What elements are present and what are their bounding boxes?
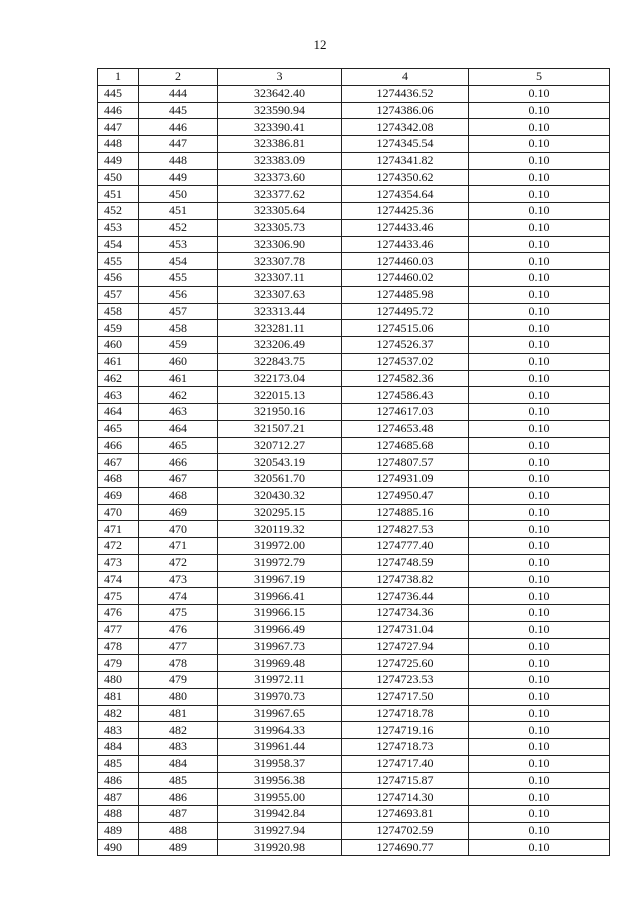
table-cell-col-5: 0.10 xyxy=(469,136,610,153)
table-row xyxy=(98,387,610,404)
table-cell-col-2: 472 xyxy=(139,554,218,571)
table-row xyxy=(98,554,610,571)
table-cell-col-3: 319970.73 xyxy=(218,688,342,705)
table-row xyxy=(98,705,610,722)
table-cell-col-4: 1274617.03 xyxy=(342,404,469,421)
table-cell-col-3: 319967.19 xyxy=(218,571,342,588)
table-row xyxy=(98,839,610,856)
coordinates-table xyxy=(97,68,610,856)
table-cell-col-3: 323313.44 xyxy=(218,303,342,320)
table-row xyxy=(98,806,610,823)
table-cell-col-3: 319972.00 xyxy=(218,538,342,555)
table-cell-col-1: 460 xyxy=(98,337,139,354)
table-cell-col-3: 323206.49 xyxy=(218,337,342,354)
table-cell-col-3: 319969.48 xyxy=(218,655,342,672)
table-cell-col-4: 1274725.60 xyxy=(342,655,469,672)
table-cell-col-1: 457 xyxy=(98,286,139,303)
table-row xyxy=(98,219,610,236)
table-cell-col-1: 469 xyxy=(98,487,139,504)
table-cell-col-3: 323281.11 xyxy=(218,320,342,337)
table-cell-col-2: 449 xyxy=(139,169,218,186)
table-cell-col-4: 1274931.09 xyxy=(342,471,469,488)
table-cell-col-1: 479 xyxy=(98,655,139,672)
table-row xyxy=(98,605,610,622)
table-cell-col-3: 319927.94 xyxy=(218,822,342,839)
table-cell-col-1: 471 xyxy=(98,521,139,538)
table-row xyxy=(98,588,610,605)
table-cell-col-1: 488 xyxy=(98,806,139,823)
table-cell-col-5: 0.10 xyxy=(469,822,610,839)
table-cell-col-1: 476 xyxy=(98,605,139,622)
table-cell-col-4: 1274350.62 xyxy=(342,169,469,186)
table-cell-col-5: 0.10 xyxy=(469,303,610,320)
table-cell-col-3: 323383.09 xyxy=(218,152,342,169)
table-cell-col-3: 323305.64 xyxy=(218,203,342,220)
table-cell-col-5: 0.10 xyxy=(469,839,610,856)
column-header-5: 5 xyxy=(469,69,610,86)
table-cell-col-4: 1274718.73 xyxy=(342,739,469,756)
table-cell-col-2: 475 xyxy=(139,605,218,622)
table-cell-col-1: 468 xyxy=(98,471,139,488)
table-cell-col-5: 0.10 xyxy=(469,337,610,354)
table-cell-col-5: 0.10 xyxy=(469,672,610,689)
table-row xyxy=(98,755,610,772)
table-row xyxy=(98,789,610,806)
table-cell-col-4: 1274586.43 xyxy=(342,387,469,404)
table-cell-col-2: 455 xyxy=(139,270,218,287)
table-cell-col-4: 1274425.36 xyxy=(342,203,469,220)
table-cell-col-4: 1274777.40 xyxy=(342,538,469,555)
table-cell-col-3: 319966.15 xyxy=(218,605,342,622)
table-cell-col-2: 456 xyxy=(139,286,218,303)
table-cell-col-2: 460 xyxy=(139,353,218,370)
table-cell-col-1: 470 xyxy=(98,504,139,521)
table-cell-col-3: 320295.15 xyxy=(218,504,342,521)
table-cell-col-2: 479 xyxy=(139,672,218,689)
table-cell-col-2: 486 xyxy=(139,789,218,806)
table-cell-col-2: 452 xyxy=(139,219,218,236)
table-cell-col-5: 0.10 xyxy=(469,605,610,622)
table-cell-col-3: 321507.21 xyxy=(218,420,342,437)
table-cell-col-5: 0.10 xyxy=(469,370,610,387)
table-cell-col-1: 478 xyxy=(98,638,139,655)
table-cell-col-4: 1274582.36 xyxy=(342,370,469,387)
table-cell-col-1: 465 xyxy=(98,420,139,437)
table-cell-col-4: 1274515.06 xyxy=(342,320,469,337)
table-cell-col-2: 474 xyxy=(139,588,218,605)
table-cell-col-4: 1274433.46 xyxy=(342,219,469,236)
column-header-3: 3 xyxy=(218,69,342,86)
table-cell-col-5: 0.10 xyxy=(469,571,610,588)
table-cell-col-2: 482 xyxy=(139,722,218,739)
table-cell-col-2: 489 xyxy=(139,839,218,856)
table-cell-col-2: 462 xyxy=(139,387,218,404)
column-header-2: 2 xyxy=(139,69,218,86)
table-cell-col-5: 0.10 xyxy=(469,270,610,287)
table-cell-col-2: 488 xyxy=(139,822,218,839)
table-cell-col-3: 321950.16 xyxy=(218,404,342,421)
table-row xyxy=(98,571,610,588)
table-cell-col-2: 487 xyxy=(139,806,218,823)
table-cell-col-4: 1274685.68 xyxy=(342,437,469,454)
table-cell-col-4: 1274827.53 xyxy=(342,521,469,538)
table-cell-col-5: 0.10 xyxy=(469,538,610,555)
table-cell-col-4: 1274690.77 xyxy=(342,839,469,856)
table-cell-col-5: 0.10 xyxy=(469,320,610,337)
table-cell-col-2: 446 xyxy=(139,119,218,136)
table-cell-col-5: 0.10 xyxy=(469,806,610,823)
table-row xyxy=(98,152,610,169)
table-cell-col-5: 0.10 xyxy=(469,286,610,303)
table-cell-col-2: 461 xyxy=(139,370,218,387)
table-row xyxy=(98,270,610,287)
table-row xyxy=(98,404,610,421)
table-cell-col-3: 322173.04 xyxy=(218,370,342,387)
table-cell-col-2: 457 xyxy=(139,303,218,320)
table-cell-col-3: 319955.00 xyxy=(218,789,342,806)
table-cell-col-1: 484 xyxy=(98,739,139,756)
table-cell-col-2: 448 xyxy=(139,152,218,169)
table-cell-col-2: 450 xyxy=(139,186,218,203)
table-cell-col-3: 323305.73 xyxy=(218,219,342,236)
table-row xyxy=(98,672,610,689)
table-cell-col-3: 323307.11 xyxy=(218,270,342,287)
table-cell-col-5: 0.10 xyxy=(469,236,610,253)
table-cell-col-4: 1274738.82 xyxy=(342,571,469,588)
table-cell-col-5: 0.10 xyxy=(469,521,610,538)
table-row xyxy=(98,85,610,102)
table-cell-col-3: 319972.79 xyxy=(218,554,342,571)
table-cell-col-1: 475 xyxy=(98,588,139,605)
table-cell-col-2: 459 xyxy=(139,337,218,354)
table-header-row xyxy=(98,69,610,86)
table-cell-col-5: 0.10 xyxy=(469,638,610,655)
table-cell-col-1: 489 xyxy=(98,822,139,839)
table-row xyxy=(98,437,610,454)
table-cell-col-1: 452 xyxy=(98,203,139,220)
table-cell-col-1: 456 xyxy=(98,270,139,287)
table-cell-col-4: 1274736.44 xyxy=(342,588,469,605)
table-cell-col-4: 1274386.06 xyxy=(342,102,469,119)
table-cell-col-4: 1274717.40 xyxy=(342,755,469,772)
table-cell-col-3: 319958.37 xyxy=(218,755,342,772)
table-cell-col-1: 453 xyxy=(98,219,139,236)
table-cell-col-4: 1274693.81 xyxy=(342,806,469,823)
table-cell-col-2: 476 xyxy=(139,621,218,638)
table-cell-col-1: 454 xyxy=(98,236,139,253)
table-cell-col-4: 1274485.98 xyxy=(342,286,469,303)
table-cell-col-2: 463 xyxy=(139,404,218,421)
table-row xyxy=(98,370,610,387)
table-cell-col-2: 454 xyxy=(139,253,218,270)
table-cell-col-2: 444 xyxy=(139,85,218,102)
table-cell-col-2: 467 xyxy=(139,471,218,488)
table-cell-col-2: 485 xyxy=(139,772,218,789)
table-cell-col-3: 320561.70 xyxy=(218,471,342,488)
table-row xyxy=(98,320,610,337)
table-row xyxy=(98,822,610,839)
table-row xyxy=(98,454,610,471)
page-number: 12 xyxy=(313,37,327,52)
table-cell-col-3: 319942.84 xyxy=(218,806,342,823)
table-cell-col-1: 451 xyxy=(98,186,139,203)
table-cell-col-4: 1274723.53 xyxy=(342,672,469,689)
table-cell-col-2: 484 xyxy=(139,755,218,772)
table-cell-col-5: 0.10 xyxy=(469,420,610,437)
table-cell-col-3: 319967.65 xyxy=(218,705,342,722)
table-cell-col-2: 447 xyxy=(139,136,218,153)
table-cell-col-2: 483 xyxy=(139,739,218,756)
table-cell-col-4: 1274345.54 xyxy=(342,136,469,153)
table-row xyxy=(98,504,610,521)
table-cell-col-5: 0.10 xyxy=(469,621,610,638)
table-cell-col-3: 319964.33 xyxy=(218,722,342,739)
table-cell-col-4: 1274715.87 xyxy=(342,772,469,789)
table-cell-col-4: 1274653.48 xyxy=(342,420,469,437)
table-row xyxy=(98,102,610,119)
table-row xyxy=(98,471,610,488)
table-cell-col-2: 471 xyxy=(139,538,218,555)
table-row xyxy=(98,136,610,153)
table-cell-col-3: 320119.32 xyxy=(218,521,342,538)
table-cell-col-4: 1274950.47 xyxy=(342,487,469,504)
table-row xyxy=(98,169,610,186)
table-cell-col-3: 323386.81 xyxy=(218,136,342,153)
table-cell-col-2: 468 xyxy=(139,487,218,504)
table-cell-col-4: 1274718.78 xyxy=(342,705,469,722)
table-cell-col-5: 0.10 xyxy=(469,554,610,571)
table-cell-col-1: 448 xyxy=(98,136,139,153)
table-cell-col-3: 322015.13 xyxy=(218,387,342,404)
table-cell-col-1: 449 xyxy=(98,152,139,169)
table-cell-col-4: 1274341.82 xyxy=(342,152,469,169)
table-cell-col-1: 481 xyxy=(98,688,139,705)
table-cell-col-4: 1274537.02 xyxy=(342,353,469,370)
table-cell-col-3: 322843.75 xyxy=(218,353,342,370)
table-row xyxy=(98,487,610,504)
table-cell-col-4: 1274719.16 xyxy=(342,722,469,739)
table-cell-col-3: 323307.63 xyxy=(218,286,342,303)
table-cell-col-3: 323642.40 xyxy=(218,85,342,102)
table-cell-col-4: 1274702.59 xyxy=(342,822,469,839)
table-cell-col-4: 1274433.46 xyxy=(342,236,469,253)
table-cell-col-3: 323377.62 xyxy=(218,186,342,203)
table-cell-col-4: 1274807.57 xyxy=(342,454,469,471)
table-cell-col-5: 0.10 xyxy=(469,387,610,404)
table-cell-col-1: 482 xyxy=(98,705,139,722)
table-row xyxy=(98,772,610,789)
table-row xyxy=(98,739,610,756)
table-cell-col-2: 453 xyxy=(139,236,218,253)
table-cell-col-3: 319920.98 xyxy=(218,839,342,856)
table-cell-col-1: 474 xyxy=(98,571,139,588)
table-cell-col-2: 464 xyxy=(139,420,218,437)
table-cell-col-1: 463 xyxy=(98,387,139,404)
table-cell-col-4: 1274717.50 xyxy=(342,688,469,705)
table-cell-col-3: 323306.90 xyxy=(218,236,342,253)
table-cell-col-2: 465 xyxy=(139,437,218,454)
table-cell-col-2: 470 xyxy=(139,521,218,538)
table-cell-col-5: 0.10 xyxy=(469,253,610,270)
table-row xyxy=(98,420,610,437)
table-cell-col-4: 1274354.64 xyxy=(342,186,469,203)
table-cell-col-5: 0.10 xyxy=(469,504,610,521)
table-row xyxy=(98,621,610,638)
table-cell-col-3: 323373.60 xyxy=(218,169,342,186)
table-cell-col-1: 467 xyxy=(98,454,139,471)
table-cell-col-2: 469 xyxy=(139,504,218,521)
table-cell-col-4: 1274342.08 xyxy=(342,119,469,136)
table-cell-col-1: 487 xyxy=(98,789,139,806)
table-row xyxy=(98,538,610,555)
table-cell-col-4: 1274731.04 xyxy=(342,621,469,638)
table-cell-col-4: 1274727.94 xyxy=(342,638,469,655)
table-cell-col-1: 486 xyxy=(98,772,139,789)
table-cell-col-4: 1274460.03 xyxy=(342,253,469,270)
table-cell-col-3: 319966.41 xyxy=(218,588,342,605)
table-row xyxy=(98,186,610,203)
table-cell-col-1: 485 xyxy=(98,755,139,772)
table-row xyxy=(98,638,610,655)
table-cell-col-5: 0.10 xyxy=(469,152,610,169)
table-cell-col-3: 320430.32 xyxy=(218,487,342,504)
table-cell-col-5: 0.10 xyxy=(469,454,610,471)
table-cell-col-3: 323307.78 xyxy=(218,253,342,270)
table-cell-col-5: 0.10 xyxy=(469,705,610,722)
table-row xyxy=(98,303,610,320)
table-cell-col-4: 1274526.37 xyxy=(342,337,469,354)
table-cell-col-2: 477 xyxy=(139,638,218,655)
table-row xyxy=(98,688,610,705)
table-cell-col-1: 483 xyxy=(98,722,139,739)
table-cell-col-4: 1274495.72 xyxy=(342,303,469,320)
table-cell-col-5: 0.10 xyxy=(469,404,610,421)
table-cell-col-2: 473 xyxy=(139,571,218,588)
table-cell-col-5: 0.10 xyxy=(469,119,610,136)
table-cell-col-2: 466 xyxy=(139,454,218,471)
table-cell-col-1: 462 xyxy=(98,370,139,387)
table-cell-col-1: 447 xyxy=(98,119,139,136)
table-cell-col-2: 451 xyxy=(139,203,218,220)
table-cell-col-1: 480 xyxy=(98,672,139,689)
table-cell-col-4: 1274460.02 xyxy=(342,270,469,287)
table-cell-col-1: 477 xyxy=(98,621,139,638)
table-cell-col-5: 0.10 xyxy=(469,169,610,186)
table-row xyxy=(98,203,610,220)
table-cell-col-4: 1274885.16 xyxy=(342,504,469,521)
table-row xyxy=(98,236,610,253)
table-cell-col-5: 0.10 xyxy=(469,789,610,806)
table-cell-col-3: 319972.11 xyxy=(218,672,342,689)
table-cell-col-2: 445 xyxy=(139,102,218,119)
table-cell-col-1: 466 xyxy=(98,437,139,454)
table-cell-col-5: 0.10 xyxy=(469,739,610,756)
table-cell-col-1: 446 xyxy=(98,102,139,119)
table-cell-col-2: 480 xyxy=(139,688,218,705)
table-cell-col-1: 458 xyxy=(98,303,139,320)
table-row xyxy=(98,337,610,354)
table-cell-col-5: 0.10 xyxy=(469,588,610,605)
table-row xyxy=(98,119,610,136)
table-cell-col-1: 450 xyxy=(98,169,139,186)
table-cell-col-1: 459 xyxy=(98,320,139,337)
table-cell-col-3: 319956.38 xyxy=(218,772,342,789)
table-cell-col-5: 0.10 xyxy=(469,471,610,488)
table-cell-col-5: 0.10 xyxy=(469,755,610,772)
table-body xyxy=(98,85,610,856)
column-header-1: 1 xyxy=(98,69,139,86)
table-cell-col-5: 0.10 xyxy=(469,655,610,672)
table-cell-col-5: 0.10 xyxy=(469,487,610,504)
table-cell-col-5: 0.10 xyxy=(469,722,610,739)
table-cell-col-5: 0.10 xyxy=(469,186,610,203)
table-row xyxy=(98,655,610,672)
table-cell-col-2: 478 xyxy=(139,655,218,672)
table-cell-col-2: 458 xyxy=(139,320,218,337)
table-cell-col-3: 320712.27 xyxy=(218,437,342,454)
table-cell-col-4: 1274436.52 xyxy=(342,85,469,102)
table-cell-col-3: 319961.44 xyxy=(218,739,342,756)
table-cell-col-5: 0.10 xyxy=(469,219,610,236)
table-cell-col-5: 0.10 xyxy=(469,353,610,370)
table-row xyxy=(98,521,610,538)
table-cell-col-1: 490 xyxy=(98,839,139,856)
table-cell-col-1: 473 xyxy=(98,554,139,571)
table-cell-col-5: 0.10 xyxy=(469,203,610,220)
table-cell-col-4: 1274714.30 xyxy=(342,789,469,806)
table-cell-col-5: 0.10 xyxy=(469,772,610,789)
table-cell-col-5: 0.10 xyxy=(469,102,610,119)
table-cell-col-1: 461 xyxy=(98,353,139,370)
table-cell-col-5: 0.10 xyxy=(469,85,610,102)
table-cell-col-1: 464 xyxy=(98,404,139,421)
column-header-4: 4 xyxy=(342,69,469,86)
table-row xyxy=(98,253,610,270)
table-row xyxy=(98,722,610,739)
table-row xyxy=(98,286,610,303)
table-cell-col-3: 323590.94 xyxy=(218,102,342,119)
table-cell-col-5: 0.10 xyxy=(469,688,610,705)
table-cell-col-5: 0.10 xyxy=(469,437,610,454)
table-cell-col-3: 319966.49 xyxy=(218,621,342,638)
table-cell-col-1: 472 xyxy=(98,538,139,555)
table-cell-col-4: 1274748.59 xyxy=(342,554,469,571)
table-cell-col-1: 445 xyxy=(98,85,139,102)
table-cell-col-3: 319967.73 xyxy=(218,638,342,655)
table-cell-col-1: 455 xyxy=(98,253,139,270)
table-row xyxy=(98,353,610,370)
table-cell-col-2: 481 xyxy=(139,705,218,722)
table-cell-col-3: 320543.19 xyxy=(218,454,342,471)
table-cell-col-3: 323390.41 xyxy=(218,119,342,136)
table-cell-col-4: 1274734.36 xyxy=(342,605,469,622)
